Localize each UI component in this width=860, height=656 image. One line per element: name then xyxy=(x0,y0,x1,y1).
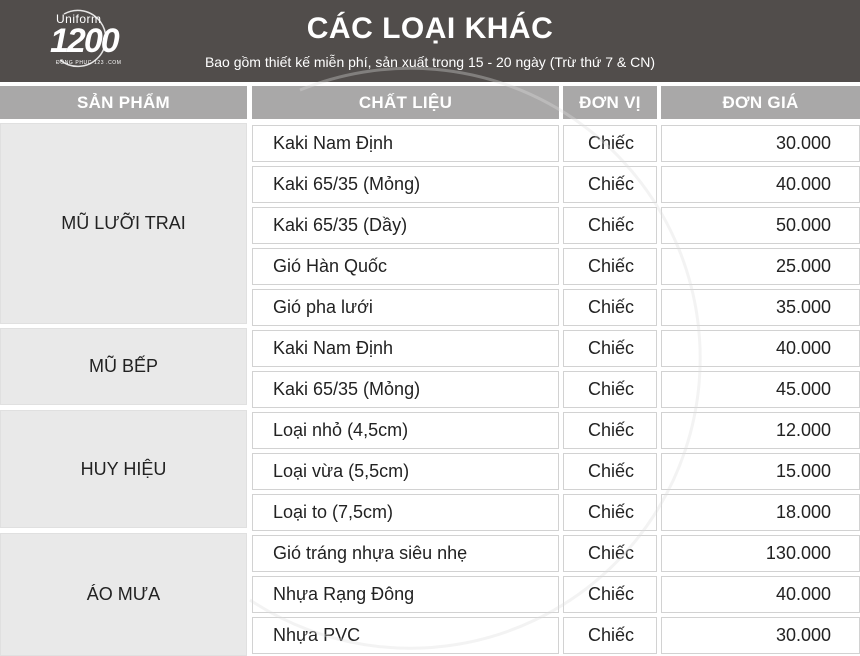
material-cell: Kaki Nam Định xyxy=(252,125,559,162)
column-header-unit: ĐƠN VỊ xyxy=(563,86,657,119)
price-cell: 50.000 xyxy=(661,207,860,244)
material-cell: Loại vừa (5,5cm) xyxy=(252,453,559,490)
unit-cell: Chiếc xyxy=(563,453,657,490)
material-cell: Loại to (7,5cm) xyxy=(252,494,559,531)
unit-cell: Chiếc xyxy=(563,207,657,244)
page-title: CÁC LOẠI KHÁC xyxy=(306,12,554,45)
product-cell: ÁO MƯA xyxy=(0,533,247,656)
price-cell: 12.000 xyxy=(661,412,860,449)
unit-cell: Chiếc xyxy=(563,330,657,367)
material-cell: Kaki Nam Định xyxy=(252,330,559,367)
unit-cell: Chiếc xyxy=(563,289,657,326)
column-header-price: ĐƠN GIÁ xyxy=(661,86,860,119)
price-cell: 40.000 xyxy=(661,166,860,203)
material-cell: Kaki 65/35 (Mỏng) xyxy=(252,371,559,408)
unit-cell: Chiếc xyxy=(563,248,657,285)
price-cell: 18.000 xyxy=(661,494,860,531)
unit-cell: Chiếc xyxy=(563,494,657,531)
logo-word: Uniform xyxy=(56,12,102,26)
product-cell: MŨ LƯỠI TRAI xyxy=(0,123,247,324)
price-cell: 15.000 xyxy=(661,453,860,490)
unit-cell: Chiếc xyxy=(563,166,657,203)
header-banner xyxy=(0,0,860,82)
product-cell: MŨ BẾP xyxy=(0,328,247,405)
material-cell: Gió tráng nhựa siêu nhẹ xyxy=(252,535,559,572)
material-cell: Nhựa PVC xyxy=(252,617,559,654)
price-cell: 30.000 xyxy=(661,125,860,162)
price-cell: 130.000 xyxy=(661,535,860,572)
unit-cell: Chiếc xyxy=(563,125,657,162)
price-cell: 30.000 xyxy=(661,617,860,654)
unit-cell: Chiếc xyxy=(563,412,657,449)
material-cell: Gió Hàn Quốc xyxy=(252,248,559,285)
price-cell: 45.000 xyxy=(661,371,860,408)
unit-cell: Chiếc xyxy=(563,371,657,408)
column-header-material: CHẤT LIỆU xyxy=(252,86,559,119)
logo-number: 1200 xyxy=(50,22,118,60)
price-cell: 40.000 xyxy=(661,330,860,367)
material-cell: Gió pha lưới xyxy=(252,289,559,326)
logo-subtext: ĐỒNG PHỤC 123 .COM xyxy=(56,60,122,66)
price-cell: 40.000 xyxy=(661,576,860,613)
material-cell: Nhựa Rạng Đông xyxy=(252,576,559,613)
material-cell: Kaki 65/35 (Dầy) xyxy=(252,207,559,244)
price-cell: 35.000 xyxy=(661,289,860,326)
unit-cell: Chiếc xyxy=(563,617,657,654)
page-subtitle: Bao gồm thiết kế miễn phí, sản xuất trong 15 - 20 ngày (Trừ thứ 7 & CN) xyxy=(204,54,656,70)
price-cell: 25.000 xyxy=(661,248,860,285)
product-cell: HUY HIỆU xyxy=(0,410,247,528)
column-header-product: SẢN PHẨM xyxy=(0,86,247,119)
material-cell: Loại nhỏ (4,5cm) xyxy=(252,412,559,449)
material-cell: Kaki 65/35 (Mỏng) xyxy=(252,166,559,203)
unit-cell: Chiếc xyxy=(563,535,657,572)
unit-cell: Chiếc xyxy=(563,576,657,613)
